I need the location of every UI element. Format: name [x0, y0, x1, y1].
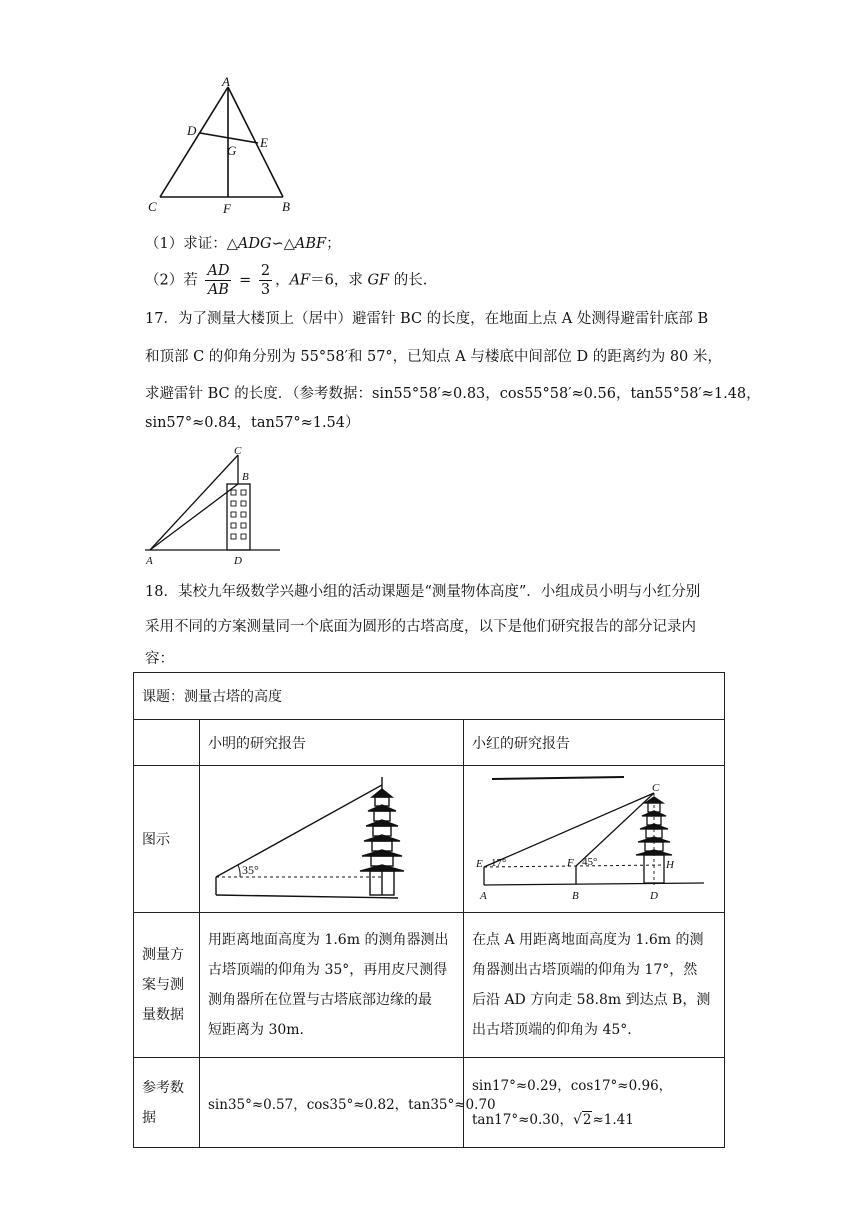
- ref-label-line: 参考数: [142, 1079, 184, 1096]
- ming-pagoda-figure: [200, 767, 464, 912]
- fraction-2-3: [259, 262, 272, 299]
- label-E: E: [260, 135, 268, 150]
- label-A: A: [222, 75, 230, 89]
- q16-part1-suffix: ；: [326, 236, 341, 252]
- q17-line2: 和顶部 C 的仰角分别为 55°58′和 57°，已知点 A 与楼底中间部位 D 的距离约为 80 米，: [145, 349, 722, 365]
- label-D: D: [650, 889, 658, 902]
- ref-label-cell: [134, 1058, 200, 1148]
- q18-line1: 18．某校九年级数学兴趣小组的活动课题是“测量物体高度”．小组成员小明与小红分别: [145, 584, 701, 600]
- hong-figure-cell: [464, 766, 725, 913]
- ming-figure-cell: [200, 766, 464, 913]
- hong-ref-line2: [472, 1103, 716, 1137]
- label-B: B: [282, 199, 290, 214]
- report-table: [133, 672, 725, 1148]
- label-A: A: [146, 555, 153, 567]
- hong-plan-line: 角器测出古塔顶端的仰角为 17°，然: [472, 962, 698, 978]
- label-C: C: [652, 781, 660, 794]
- figure-label: 图示: [134, 766, 200, 913]
- ming-plan-line: 测角器所在位置与古塔底部边缘的最: [208, 992, 432, 1008]
- angle-35-label: 35°: [242, 862, 259, 877]
- var-af: AF: [289, 272, 311, 289]
- table-row: [134, 913, 725, 1058]
- empty-cell: [134, 720, 200, 766]
- label-D: D: [234, 555, 242, 567]
- plan-label-cell: [134, 913, 200, 1058]
- q16-part2-suffix: 的长.: [393, 272, 428, 289]
- label-E: E: [476, 857, 483, 870]
- sqrt-icon: √: [572, 1111, 582, 1128]
- hong-ref-line1: sin17°≈0.29，cos17°≈0.96，: [472, 1077, 673, 1094]
- label-G: G: [227, 143, 237, 158]
- frac-den: AB: [207, 282, 229, 298]
- ming-header: 小明的研究报告: [200, 720, 464, 766]
- label-D: D: [187, 123, 197, 138]
- plan-label-line: 案与测: [142, 977, 184, 993]
- ming-ref-cell: sin35°≈0.57，cos35°≈0.82，tan35°≈0.70: [200, 1058, 464, 1148]
- hong-plan-line: 后沿 AD 方向走 58.8m 到达点 B，测: [472, 992, 711, 1008]
- tan17-text: tan17°≈0.30，: [472, 1111, 573, 1128]
- plan-label-line: 量数据: [142, 1007, 184, 1023]
- sqrt-radicand: 2: [582, 1111, 592, 1128]
- ming-plan-line: 短距离为 30m.: [208, 1022, 304, 1038]
- table-row: [134, 673, 725, 720]
- plan-label-line: 测量方: [142, 947, 184, 963]
- q16-part2-prefix: （2）若: [145, 272, 198, 289]
- frac-num: AD: [207, 263, 230, 279]
- table-row: [134, 720, 725, 766]
- hong-plan-cell: [464, 913, 725, 1058]
- q16-part2: [145, 262, 427, 299]
- fraction-ad-ab: [205, 262, 231, 299]
- q17-line4: sin57°≈0.84，tan57°≈1.54）: [145, 415, 360, 431]
- q16-part2-mid: ＝6，求: [310, 272, 363, 289]
- label-A: A: [480, 889, 487, 902]
- ming-plan-line: 用距离地面高度为 1.6m 的测角器测出: [208, 932, 449, 948]
- table-row: [134, 1058, 725, 1148]
- sqrt-approx: ≈1.41: [592, 1111, 634, 1128]
- frac-num: 2: [260, 263, 271, 279]
- table-row: [134, 766, 725, 913]
- ming-plan-cell: [200, 913, 464, 1058]
- hong-plan-line: 出古塔顶端的仰角为 45°.: [472, 1022, 632, 1038]
- triangle-figure: [140, 75, 310, 220]
- hong-pagoda-figure: [464, 767, 725, 912]
- label-H: H: [666, 858, 674, 871]
- q16-part1-prefix: （1）求证：: [145, 236, 227, 252]
- label-C: C: [148, 199, 157, 214]
- label-B: B: [572, 889, 579, 902]
- label-C: C: [234, 445, 242, 457]
- label-F: F: [567, 856, 574, 869]
- q18-line3: 容：: [145, 651, 174, 667]
- q16-part1: [145, 232, 341, 253]
- equals-sign: =: [239, 272, 252, 289]
- similar-triangles: △ADG∽△ABF: [226, 236, 327, 252]
- ref-label-line: 据: [142, 1109, 156, 1126]
- hong-header: 小红的研究报告: [464, 720, 725, 766]
- building-figure: [140, 440, 285, 570]
- topic-cell: 课题：测量古塔的高度: [134, 673, 725, 720]
- angle-17-label: 17°: [491, 856, 507, 869]
- q17-line3: 求避雷针 BC 的长度．（参考数据：sin55°58′≈0.83，cos55°58′≈0.56，tan55°58′≈1.48，: [145, 386, 761, 402]
- var-gf: GF: [367, 272, 390, 289]
- angle-45-label: 45°: [582, 855, 598, 868]
- hong-plan-line: 在点 A 用距离地面高度为 1.6m 的测: [472, 932, 704, 948]
- q17-line1: 17．为了测量大楼顶上（居中）避雷针 BC 的长度，在地面上点 A 处测得避雷针底部 B: [145, 311, 709, 327]
- comma: ，: [275, 272, 290, 289]
- label-F: F: [223, 201, 231, 216]
- ming-plan-line: 古塔顶端的仰角为 35°，再用皮尺测得: [208, 962, 448, 978]
- q18-line2: 采用不同的方案测量同一个底面为圆形的古塔高度，以下是他们研究报告的部分记录内: [145, 619, 696, 635]
- label-B: B: [242, 471, 249, 483]
- frac-den: 3: [260, 282, 271, 298]
- hong-ref-cell: [464, 1058, 725, 1148]
